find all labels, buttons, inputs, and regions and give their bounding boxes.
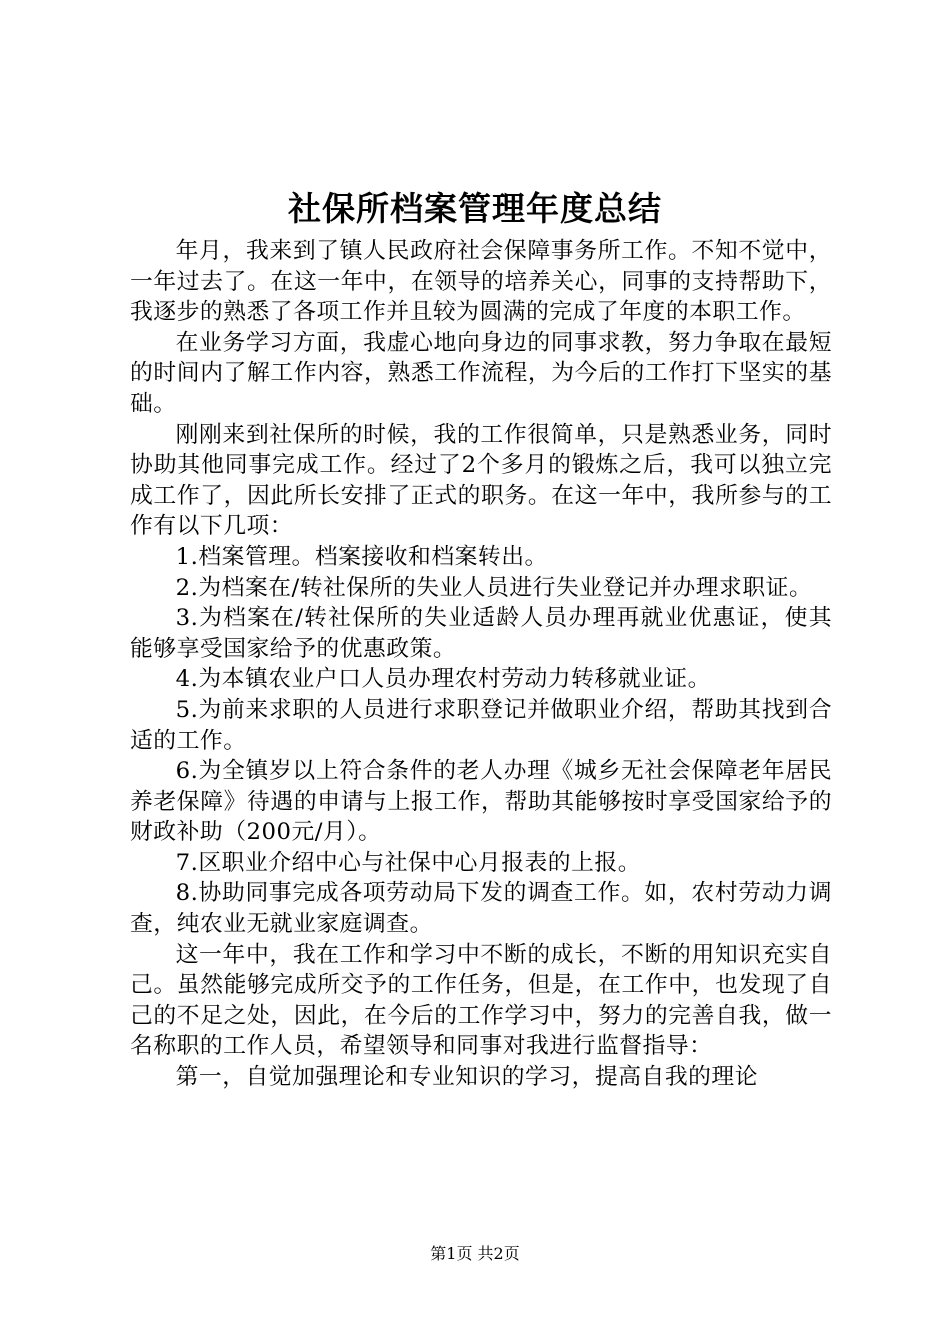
document-body <box>130 236 832 1093</box>
list-item: 7.区职业介绍中心与社保中心月报表的上报。 <box>175 849 641 876</box>
paragraph: 刚刚来到社保所的时候，我的工作很简单，只是熟悉业务，同时协助其他同事完成工作。经过了2个多月的锻炼之后，我可以独立完成工作了，因此所长安排了正式的职务。在这一年中，我所参与的工作有以下几项： <box>130 421 832 540</box>
paragraph: 在业务学习方面，我虚心地向身边的同事求教，努力争取在最短的时间内了解工作内容，熟悉工作流程，为今后的工作打下坚实的基础。 <box>130 329 832 417</box>
list-item: 2.为档案在/转社保所的失业人员进行失业登记并办理求职证。 <box>175 574 813 601</box>
paragraph: 这一年中，我在工作和学习中不断的成长，不断的用知识充实自己。虽然能够完成所交予的工作任务，但是，在工作中，也发现了自己的不足之处，因此，在今后的工作学习中，努力的完善自我，做一名称职的工作人员，希望领导和同事对我进行监督指导： <box>130 941 832 1060</box>
list-item: 3.为档案在/转社保所的失业适龄人员办理再就业优惠证，使其能够享受国家给予的优惠政策。 <box>130 605 832 662</box>
paragraph: 第一，自觉加强理论和专业知识的学习，提高自我的理论 <box>175 1064 759 1091</box>
page-footer: 第1页 共2页 <box>430 1244 520 1263</box>
list-item: 4.为本镇农业户口人员办理农村劳动力转移就业证。 <box>175 666 711 693</box>
list-item: 5.为前来求职的人员进行求职登记并做职业介绍，帮助其找到合适的工作。 <box>130 696 832 754</box>
list-item: 1.档案管理。档案接收和档案转出。 <box>175 543 548 570</box>
list-item: 6.为全镇岁以上符合条件的老人办理《城乡无社会保障老年居民养老保障》待遇的申请与上报工作，帮助其能够按时享受国家给予的财政补助（200元/月）。 <box>130 758 832 846</box>
list-item: 8.协助同事完成各项劳动局下发的调查工作。如，农村劳动力调查，纯农业无就业家庭调查。 <box>130 880 832 938</box>
document-title: 社保所档案管理年度总结 <box>288 189 662 228</box>
paragraph: 年月，我来到了镇人民政府社会保障事务所工作。不知不觉中，一年过去了。在这一年中，在领导的培养关心，同事的支持帮助下，我逐步的熟悉了各项工作并且较为圆满的完成了年度的本职工作。 <box>130 238 832 326</box>
